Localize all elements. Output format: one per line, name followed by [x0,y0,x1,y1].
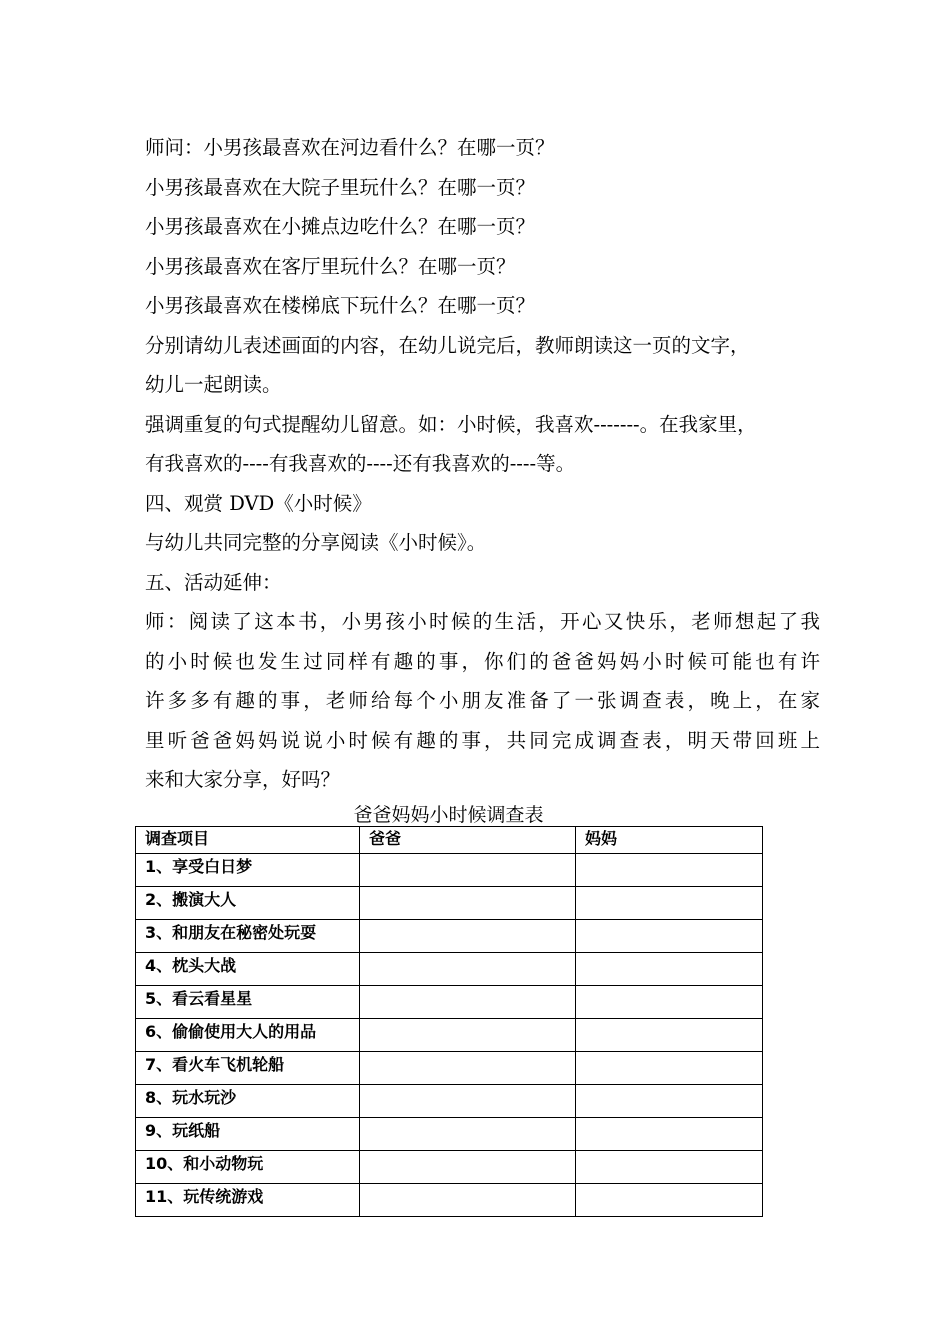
text-line: 师：阅读了这本书，小男孩小时候的生活，开心又快乐，老师想起了我 [145,610,820,633]
text-line: 小男孩最喜欢在大院子里玩什么？在哪一页？ [145,175,536,199]
text-line: 分别请幼儿表述画面的内容，在幼儿说完后，教师朗读这一页的文字， [145,333,750,357]
dad-cell [360,1118,576,1151]
section-heading: 五、活动延伸： [145,570,282,594]
item-cell: 4、枕头大战 [136,953,360,986]
dad-cell [360,920,576,953]
text-line: 强调重复的句式提醒幼儿留意。如：小时候，我喜欢-------。在我家里， [145,412,757,436]
item-cell: 1、享受白日梦 [136,854,360,887]
dad-cell [360,1085,576,1118]
table-row [136,1184,763,1217]
table-row [136,854,763,887]
item-cell: 6、偷偷使用大人的用品 [136,1019,360,1052]
text-line: 师问：小男孩最喜欢在河边看什么？在哪一页？ [145,136,555,159]
mom-cell [576,1118,763,1151]
mom-cell [576,1184,763,1217]
mom-cell [576,854,763,887]
mom-cell [576,887,763,920]
mom-cell [576,920,763,953]
item-cell: 10、和小动物玩 [136,1151,360,1184]
mom-cell [576,1151,763,1184]
lesson-text [145,128,820,800]
item-cell: 7、看火车飞机轮船 [136,1052,360,1085]
item-cell: 9、玩纸船 [136,1118,360,1151]
table-row [136,1052,763,1085]
table-caption: 爸爸妈妈小时候调查表 [353,804,544,826]
header-dad: 爸爸 [360,827,576,854]
table-row [136,1085,763,1118]
item-cell: 8、玩水玩沙 [136,1085,360,1118]
table-row [136,920,763,953]
dad-cell [360,854,576,887]
mom-cell [576,953,763,986]
item-cell: 11、玩传统游戏 [136,1184,360,1217]
table-row [136,1151,763,1184]
mom-cell [576,1085,763,1118]
dad-cell [360,1052,576,1085]
table-row [136,953,763,986]
dad-cell [360,1151,576,1184]
item-cell: 2、搬演大人 [136,887,360,920]
dad-cell [360,953,576,986]
mom-cell [576,1052,763,1085]
text-line: 的小时候也发生过同样有趣的事，你们的爸爸妈妈小时候可能也有许 [145,649,820,673]
item-cell: 3、和朋友在秘密处玩耍 [136,920,360,953]
table-header-row [136,827,763,854]
text-line: 与幼儿共同完整的分享阅读《小时候》。 [145,531,487,554]
text-line: 幼儿一起朗读。 [145,373,282,396]
mom-cell [576,986,763,1019]
section-heading: 四、观赏 DVD《小时候》 [145,491,372,515]
text-line: 来和大家分享，好吗？ [145,768,341,791]
table-row [136,986,763,1019]
text-line: 里听爸爸妈妈说说小时候有趣的事，共同完成调查表，明天带回班上 [145,728,820,752]
text-line: 小男孩最喜欢在楼梯底下玩什么？在哪一页？ [145,294,536,317]
dad-cell [360,1184,576,1217]
text-line: 小男孩最喜欢在客厅里玩什么？在哪一页？ [145,254,516,278]
item-cell: 5、看云看星星 [136,986,360,1019]
dad-cell [360,986,576,1019]
table-row [136,1118,763,1151]
table-row [136,887,763,920]
table-row [136,1019,763,1052]
header-item: 调查项目 [136,827,360,854]
header-mom: 妈妈 [576,827,763,854]
dad-cell [360,1019,576,1052]
text-line: 许多多有趣的事，老师给每个小朋友准备了一张调查表，晚上，在家 [145,689,820,712]
mom-cell [576,1019,763,1052]
text-line: 有我喜欢的----有我喜欢的----还有我喜欢的----等。 [145,452,576,475]
text-line: 小男孩最喜欢在小摊点边吃什么？在哪一页？ [145,215,536,238]
dad-cell [360,887,576,920]
survey-table [135,826,763,1217]
